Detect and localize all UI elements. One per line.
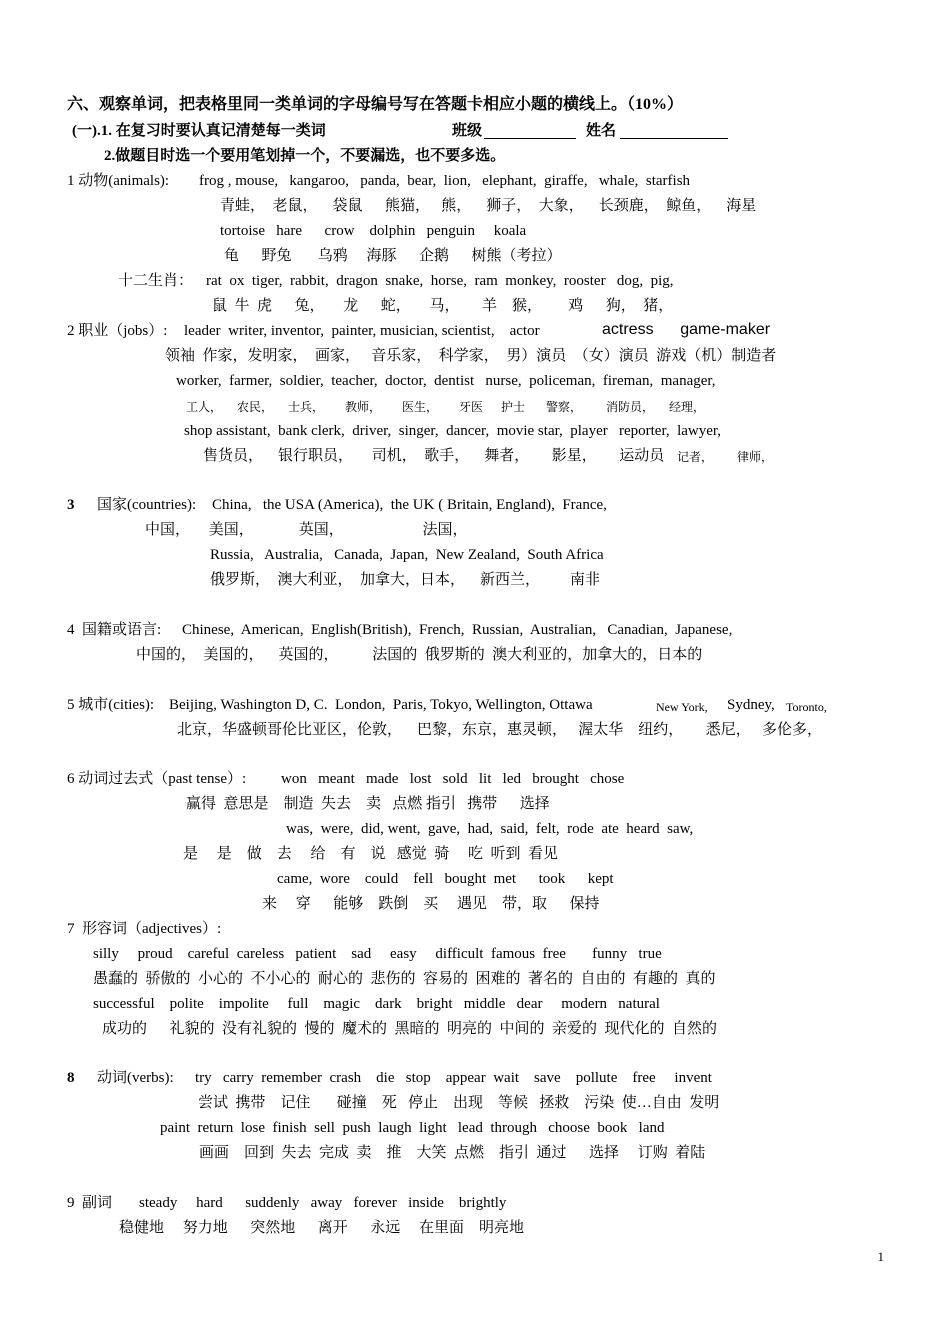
section-1-en-2: tortoise hare crow dolphin penguin koala	[220, 223, 527, 239]
section-3-en-1: China, the USA (America), the UK ( Britain, England), France,	[212, 497, 607, 513]
section-5-en-sydney: Sydney,	[727, 697, 775, 713]
name-blank	[620, 138, 728, 139]
section-9-title: 9 副词	[67, 1195, 113, 1211]
section-7-cn-2: 成功的 礼貌的 没有礼貌的 慢的 魔术的 黑暗的 明亮的 中间的 亲爱的 现代化的 自然的	[102, 1021, 718, 1037]
section-2-en-3: shop assistant, bank clerk, driver, singer, dancer, movie star, player reporter, lawyer,	[184, 423, 722, 439]
section-1-title: 1 动物(animals):	[67, 173, 170, 189]
section-2-cn-1: 领袖 作家，发明家， 画家， 音乐家， 科学家， 男）演员 （女）演员 游戏（机）制造者	[165, 348, 777, 364]
section-6-cn-3: 来 穿 能够 跌倒 买 遇见 带，取 保持	[262, 896, 600, 912]
section-8-num: 8	[67, 1070, 75, 1086]
section-2-en-1: leader writer, inventor, painter, musician, scientist, actor	[184, 323, 540, 339]
section-2-cn-2: 工人， 农民， 士兵， 教师， 医生， 牙医 护士 警察， 消防员， 经理，	[186, 400, 706, 414]
section-6-en-2: was, were, did, went, gave, had, said, felt, rode ate heard saw,	[286, 821, 694, 837]
section-4-cn-1: 中国的， 美国的， 英国的， 法国的 俄罗斯的 澳大利亚的，加拿大的，日本的	[136, 647, 703, 663]
page-title: 六、观察单词，把表格里同一类单词的字母编号写在答题卡相应小题的横线上。（10%）	[67, 96, 684, 113]
section-3-title: 国家(countries):	[97, 497, 197, 513]
class-label: 班级	[452, 123, 483, 139]
section-4-title: 4 国籍或语言:	[67, 622, 162, 638]
section-8-cn-2: 画画 回到 失去 完成 卖 推 大笑 点燃 指引 通过 选择 订购 着陆	[199, 1145, 706, 1161]
section-1-en-1: frog , mouse, kangaroo, panda, bear, lion, elephant, giraffe, whale, starfish	[199, 173, 691, 189]
section-6-cn-1: 赢得 意思是 制造 失去 卖 点燃 指引 携带 选择	[186, 796, 550, 812]
section-3-cn-2: 俄罗斯， 澳大利亚， 加拿大，日本， 新西兰， 南非	[210, 572, 601, 588]
section-6-title: 6 动词过去式（past tense）:	[67, 771, 247, 787]
zodiac-cn: 鼠 牛 虎 兔， 龙 蛇， 马， 羊 猴， 鸡 狗， 猪，	[212, 298, 674, 314]
section-2-en-2: worker, farmer, soldier, teacher, doctor, dentist nurse, policeman, fireman, manager,	[176, 373, 716, 389]
name-label: 姓名	[586, 123, 617, 139]
section-2-cn-3a: 售货员， 银行职员， 司机， 歌手， 舞者， 影星， 运动员	[203, 448, 665, 464]
section-5-cn-1: 北京，华盛顿哥伦比亚区，伦敦， 巴黎，东京，惠灵顿， 渥太华 纽约， 悉尼， 多伦多，	[177, 722, 823, 738]
section-7-cn-1: 愚蠢的 骄傲的 小心的 不小心的 耐心的 悲伤的 容易的 困难的 著名的 自由的 有趣的 真的	[93, 971, 716, 987]
section-9-en-1: steady hard suddenly away forever inside brightly	[139, 1195, 507, 1211]
section-8-en-2: paint return lose finish sell push laugh light lead through choose book land	[160, 1120, 665, 1136]
section-2-cn-3b: 记者， 律师，	[677, 450, 774, 464]
section-5-en-newyork: New York,	[656, 700, 708, 714]
section-6-cn-2: 是 是 做 去 给 有 说 感觉 骑 吃 听到 看见	[183, 846, 559, 862]
instruction-1: (一).1. 在复习时要认真记清楚每一类词	[72, 123, 326, 139]
section-1-cn-1: 青蛙， 老鼠， 袋鼠 熊猫， 熊， 狮子， 大象， 长颈鹿， 鲸鱼， 海星	[220, 198, 757, 214]
class-blank	[484, 138, 576, 139]
section-4-en-1: Chinese, American, English(British), French, Russian, Australian, Canadian, Japanese,	[182, 622, 733, 638]
page-number: 1	[877, 1249, 884, 1264]
section-8-title: 动词(verbs):	[97, 1070, 174, 1086]
section-5-en-toronto: Toronto,	[786, 700, 827, 714]
section-5-title: 5 城市(cities):	[67, 697, 155, 713]
section-1-cn-2: 龟 野兔 乌鸦 海豚 企鹅 树熊（考拉）	[224, 248, 562, 264]
section-5-en-1: Beijing, Washington D, C. London, Paris, Tokyo, Wellington, Ottawa	[169, 697, 593, 713]
section-3-en-2: Russia, Australia, Canada, Japan, New Zealand, South Africa	[210, 547, 604, 563]
section-7-en-1: silly proud careful careless patient sad easy difficult famous free funny true	[93, 946, 662, 962]
section-8-en-1: try carry remember crash die stop appear wait save pollute free invent	[195, 1070, 712, 1086]
section-2-title: 2 职业（jobs）:	[67, 323, 168, 339]
section-6-en-1: won meant made lost sold lit led brought chose	[281, 771, 625, 787]
section-7-title: 7 形容词（adjectives）:	[67, 921, 222, 937]
section-6-en-3: came, wore could fell bought met took kept	[277, 871, 614, 887]
zodiac-title: 十二生肖：	[118, 273, 194, 289]
zodiac-en: rat ox tiger, rabbit, dragon snake, horse, ram monkey, rooster dog, pig,	[206, 273, 674, 289]
section-3-cn-1: 中国， 美国， 英国， 法国，	[145, 522, 468, 538]
section-2-en-1b: actress game-maker	[602, 321, 771, 338]
section-8-cn-1: 尝试 携带 记住 碰撞 死 停止 出现 等候 拯救 污染 使…自由 发明	[198, 1095, 720, 1111]
section-7-en-2: successful polite impolite full magic dark bright middle dear modern natural	[93, 996, 660, 1012]
section-3-num: 3	[67, 497, 75, 513]
section-9-cn-1: 稳健地 努力地 突然地 离开 永远 在里面 明亮地	[119, 1220, 525, 1236]
instruction-2: 2.做题目时选一个要用笔划掉一个，不要漏选，也不要多选。	[104, 148, 506, 164]
